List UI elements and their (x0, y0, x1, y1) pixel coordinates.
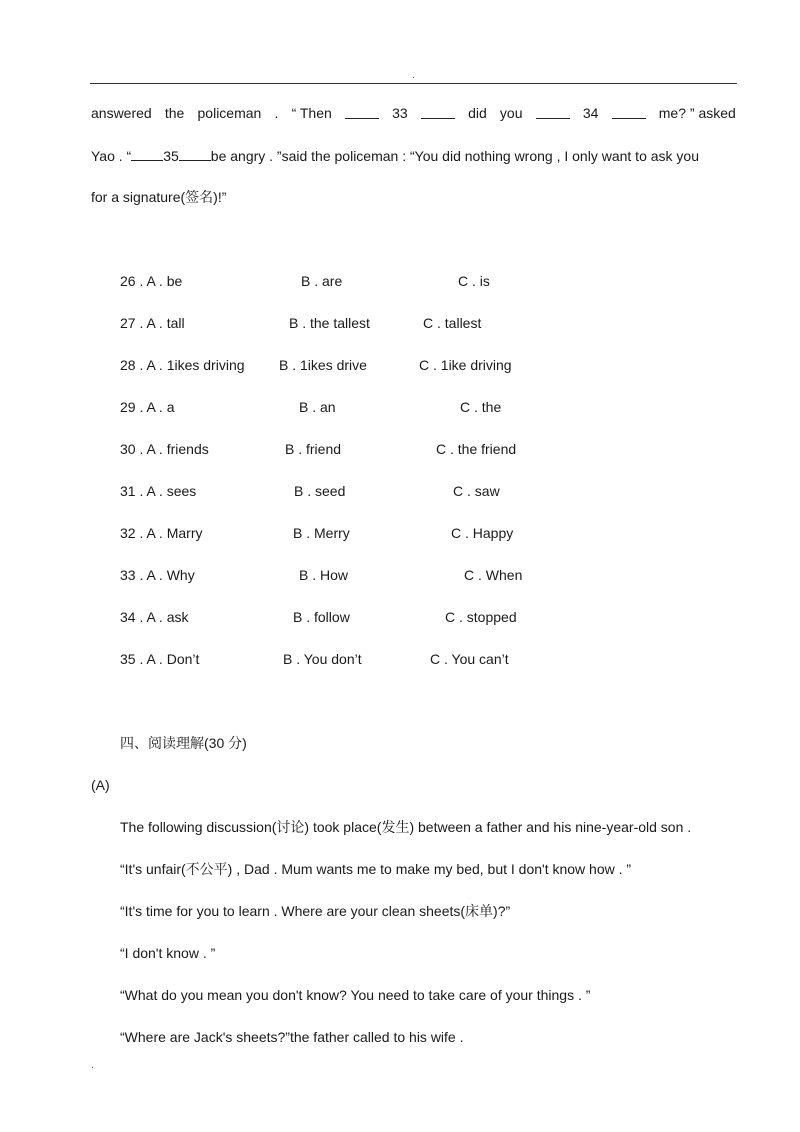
blank-line (131, 146, 163, 161)
question-option-b: B . How (299, 567, 349, 583)
blank-number-33: 33 (392, 105, 408, 121)
header-rule (90, 83, 737, 84)
blank-line (536, 104, 570, 119)
question-option-c: C . is (458, 273, 490, 289)
question-option-b: B . seed (294, 483, 346, 499)
question-option-c: C . You can’t (430, 651, 509, 667)
question-option-b: B . Merry (293, 525, 350, 541)
passage-word: policeman (197, 105, 262, 121)
passage-word: “ Then (291, 105, 332, 121)
question-option-a: 26 . A . be (120, 273, 183, 289)
question-option-c: C . Happy (451, 525, 514, 541)
question-option-a: 32 . A . Marry (120, 525, 203, 541)
question-option-b: B . are (301, 273, 343, 289)
blank-number-35: 35 (163, 148, 179, 164)
question-option-a: 27 . A . tall (120, 315, 185, 331)
question-option-c: C . the friend (436, 441, 517, 457)
question-option-a: 30 . A . friends (120, 441, 209, 457)
question-option-b: B . friend (285, 441, 342, 457)
passage-label: (A) (91, 777, 110, 793)
passage-word: the (164, 105, 185, 121)
blank-line (421, 104, 455, 119)
question-option-a: 33 . A . Why (120, 567, 195, 583)
question-option-a: 28 . A . 1ikes driving (120, 357, 245, 373)
question-option-b: B . follow (293, 609, 350, 625)
section-title: 四、阅读理解(30 分) (120, 735, 247, 751)
question-option-a: 31 . A . sees (120, 483, 197, 499)
reading-line: The following discussion(讨论) took place(发生) between a father and his nine-year-old son . (120, 819, 692, 835)
footer-dot: . (91, 1060, 94, 1071)
passage-text: Yao . “ (91, 148, 132, 164)
passage-line-2 (91, 146, 699, 165)
question-option-c: C . saw (453, 483, 500, 499)
question-option-c: C . When (464, 567, 523, 583)
blank-line (345, 104, 379, 119)
reading-line: “What do you mean you don't know? You need to take care of your things . ” (120, 987, 591, 1003)
question-option-c: C . the (460, 399, 502, 415)
passage-text: be angry . ”said the policeman : “You did nothing wrong , I only want to ask you (210, 148, 699, 164)
blank-number-34: 34 (582, 105, 599, 121)
question-option-b: B . the tallest (289, 315, 370, 331)
question-option-a: 34 . A . ask (120, 609, 189, 625)
question-option-a: 35 . A . Don’t (120, 651, 200, 667)
blank-line (612, 104, 646, 119)
question-option-a: 29 . A . a (120, 399, 175, 415)
question-option-b: B . 1ikes drive (279, 357, 367, 373)
reading-line: “It's unfair(不公平) , Dad . Mum wants me to make my bed, but I don't know how . ” (120, 861, 632, 877)
passage-word: . (274, 105, 279, 121)
question-option-c: C . stopped (445, 609, 517, 625)
question-option-c: C . 1ike driving (419, 357, 512, 373)
passage-word: you (499, 105, 523, 121)
question-option-c: C . tallest (423, 315, 482, 331)
header-dot: . (412, 70, 415, 81)
reading-line: “Where are Jack's sheets?”the father called to his wife . (120, 1029, 464, 1045)
passage-word: me? ” asked (658, 105, 736, 121)
reading-line: “I don't know . ” (120, 945, 216, 961)
passage-line-1 (91, 104, 736, 122)
reading-line: “It's time for you to learn . Where are your clean sheets(床单)?” (120, 903, 511, 919)
passage-word: did (468, 105, 487, 121)
passage-word: answered (91, 105, 152, 121)
blank-line (179, 146, 211, 161)
question-option-b: B . an (299, 399, 336, 415)
passage-line-3: for a signature(签名)!” (91, 189, 227, 205)
question-option-b: B . You don’t (283, 651, 362, 667)
